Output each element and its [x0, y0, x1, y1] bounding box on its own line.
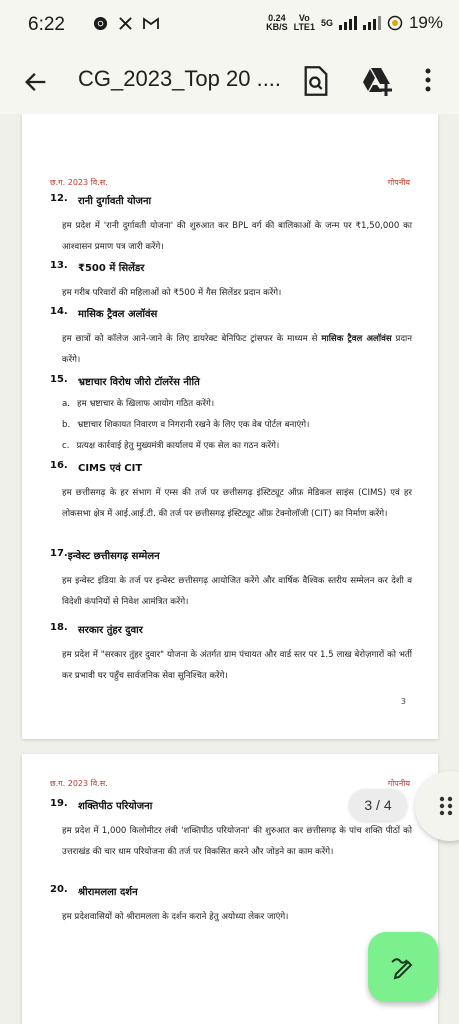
section-16 [50, 460, 412, 525]
section-heading [50, 460, 412, 474]
battery-saver-icon [387, 15, 403, 31]
section-17 [50, 548, 412, 613]
section-number: 13. [50, 260, 68, 271]
pdf-viewer[interactable] [0, 114, 459, 1024]
section-number: 18. [50, 622, 68, 633]
back-arrow-icon[interactable] [22, 68, 50, 96]
page-number: 3 [400, 697, 406, 706]
section-number: 15. [50, 374, 68, 385]
section-title: श्रीरामलला दर्शन [78, 887, 138, 898]
section-number: 16. [50, 460, 68, 471]
volte-bottom: LTE1 [293, 22, 315, 32]
section-number: 14. [50, 306, 68, 317]
section-text-bold: मासिक ट्रैवल अलॉवंस [321, 334, 392, 344]
section-text-start: हम छात्रों को कॉलेज आने-जाने के लिए डायरेक्ट बेनिफिट ट्रांसफर के माध्यम से [62, 334, 322, 344]
section-text [62, 329, 412, 371]
section-text: हम गरीब परिवारों की महिलाओं को ₹500 में गैस सिलेंडर प्रदान करेंगे। [62, 288, 282, 298]
app-bar [0, 52, 459, 114]
section-15 [50, 374, 412, 457]
list-item-label: a. [62, 399, 70, 409]
section-heading [50, 884, 412, 898]
page-header-right: गोपनीय [387, 779, 410, 788]
net-speed-unit: KB/S [266, 22, 288, 32]
page-header-left: छ.ग. 2023 वि.स. [50, 178, 108, 187]
volte-top: Vo [298, 13, 310, 23]
volte-indicator [294, 14, 315, 32]
section-heading [50, 548, 412, 562]
section-text: हम इन्वेस्ट इंडिया के तर्ज पर इन्वेस्ट छत्तीसगढ़ आयोजित करेंगे और वार्षिक वैश्विक स्तरीय सम्मेलन कर देशी व विदेशी कंपनियों से निवेश आमंत्रित करेंगे। [62, 576, 412, 607]
network-type: 5G [320, 17, 333, 28]
section-12 [50, 193, 412, 258]
search-doc-icon[interactable] [302, 65, 330, 97]
section-18 [50, 622, 412, 687]
page-header-right: गोपनीय [387, 178, 410, 187]
net-speed [266, 14, 288, 32]
section-text: हम प्रदेश में 1,000 किलोमीटर लंबी 'शक्तिपीठ परियोजना' की शुरुआत कर छत्तीसगढ़ के पांच शक्ति पीठों को उत्तराखंड की चार धाम परियोजना की तर्ज पर विकसित करने और जोड़ने का काम करेंगे। [62, 826, 412, 857]
list-item [62, 415, 412, 436]
more-vert-icon[interactable] [420, 65, 436, 95]
document-title: CG_2023_Top 20 .... [78, 66, 282, 91]
section-title: भ्रष्टाचार विरोध जीरो टॉलरेंस नीति [78, 377, 200, 388]
page-indicator: 3 / 4 [349, 789, 407, 821]
list-item-text: हम भ्रष्टाचार के खिलाफ आयोग गठित करेंगे। [77, 399, 215, 409]
notification-icons [93, 16, 159, 31]
section-title: शक्तिपीठ परियोजना [78, 801, 153, 812]
section-14 [50, 306, 412, 371]
list-item-text: प्रत्यक्ष कार्रवाई हेतु मुख्यमंत्री कार्यालय में एक सेल का गठन करेंगे। [76, 441, 280, 451]
section-text: हम प्रदेश में "सरकार तुंहर दुवार" योजना के अंतर्गत ग्राम पंचायत और वार्ड स्तर पर 1.5 लाख बेरोज़गारों को भर्ती कर प्रभावी घर पहुँच सार्वजनिक सेवा सुनिश्चित करेंगे। [62, 650, 412, 681]
section-text: हम प्रदेश में 'रानी दुर्गावती योजना' की शुरुआत कर BPL वर्ग की बालिकाओं के जन्म पर ₹1,50,000 का आश्वासन प्रमाण पत्र जारी करेंगे। [62, 221, 412, 252]
x-twitter-icon [118, 16, 133, 31]
section-heading [50, 306, 412, 320]
section-text-end: प्रदान करेंगे। [62, 334, 413, 365]
gmail-icon [143, 17, 159, 30]
list-item [62, 436, 412, 457]
section-heading [50, 260, 412, 274]
pdf-page-3 [22, 114, 438, 739]
section-title: CIMS एवं CIT [78, 463, 143, 474]
sub-list [62, 394, 412, 457]
section-number: 20. [50, 884, 68, 895]
section-heading [50, 622, 412, 636]
section-number: 19. [50, 798, 68, 809]
section-13 [50, 260, 412, 304]
section-text: हम छत्तीसगढ़ के हर संभाग में एम्स की तर्ज पर छत्तीसगढ़ इंस्टिट्यूट ऑफ़ मेडिकल साइंस (CIMS) एवं हर लोकसभा क्षेत्र में आई.आई.टी. की तर्ज पर छत्तीसगढ़ इंस्टिट्यूट ऑफ़ टेक्नोलॉजी (CIT) का निर्माण करेंगे। [62, 488, 412, 519]
section-title: सरकार तुंहर दुवार [78, 625, 143, 636]
signal-icon-2 [363, 16, 381, 30]
section-number: 12. [50, 193, 68, 204]
status-time: 6:22 [28, 14, 65, 35]
net-speed-value: 0.24 [268, 13, 286, 23]
section-heading [50, 374, 412, 388]
page-header-left: छ.ग. 2023 वि.स. [50, 779, 108, 788]
section-title: ₹500 में सिलेंडर [78, 263, 145, 274]
edit-fab-button[interactable] [368, 932, 438, 1002]
section-title: मासिक ट्रैवल अलॉवंस [78, 309, 158, 320]
section-number: 17. [50, 548, 68, 559]
edit-pen-icon [388, 952, 418, 982]
section-title: रानी दुर्गावती योजना [78, 196, 152, 207]
grid-dots-icon [439, 796, 459, 816]
list-item [62, 394, 412, 415]
signal-icon [339, 16, 357, 30]
battery-percent: 19% [408, 13, 443, 32]
section-title: इन्वेस्ट छत्तीसगढ़ सम्मेलन [67, 551, 160, 562]
section-20 [50, 884, 412, 928]
list-item-label: b. [62, 420, 71, 430]
list-item-text: भ्रष्टाचार शिकायत निवारण व निगरानी रखने के लिए एक वेब पोर्टल बनाएंगे। [77, 420, 310, 430]
chrome-icon [93, 16, 108, 31]
drive-add-icon[interactable] [360, 65, 394, 97]
system-status [266, 13, 443, 33]
section-text: हम प्रदेशवासियों को श्रीरामलला के दर्शन कराने हेतु अयोध्या लेकर जाएंगे। [62, 912, 289, 922]
status-bar [0, 0, 459, 52]
list-item-label: c. [62, 441, 70, 451]
section-heading [50, 193, 412, 207]
